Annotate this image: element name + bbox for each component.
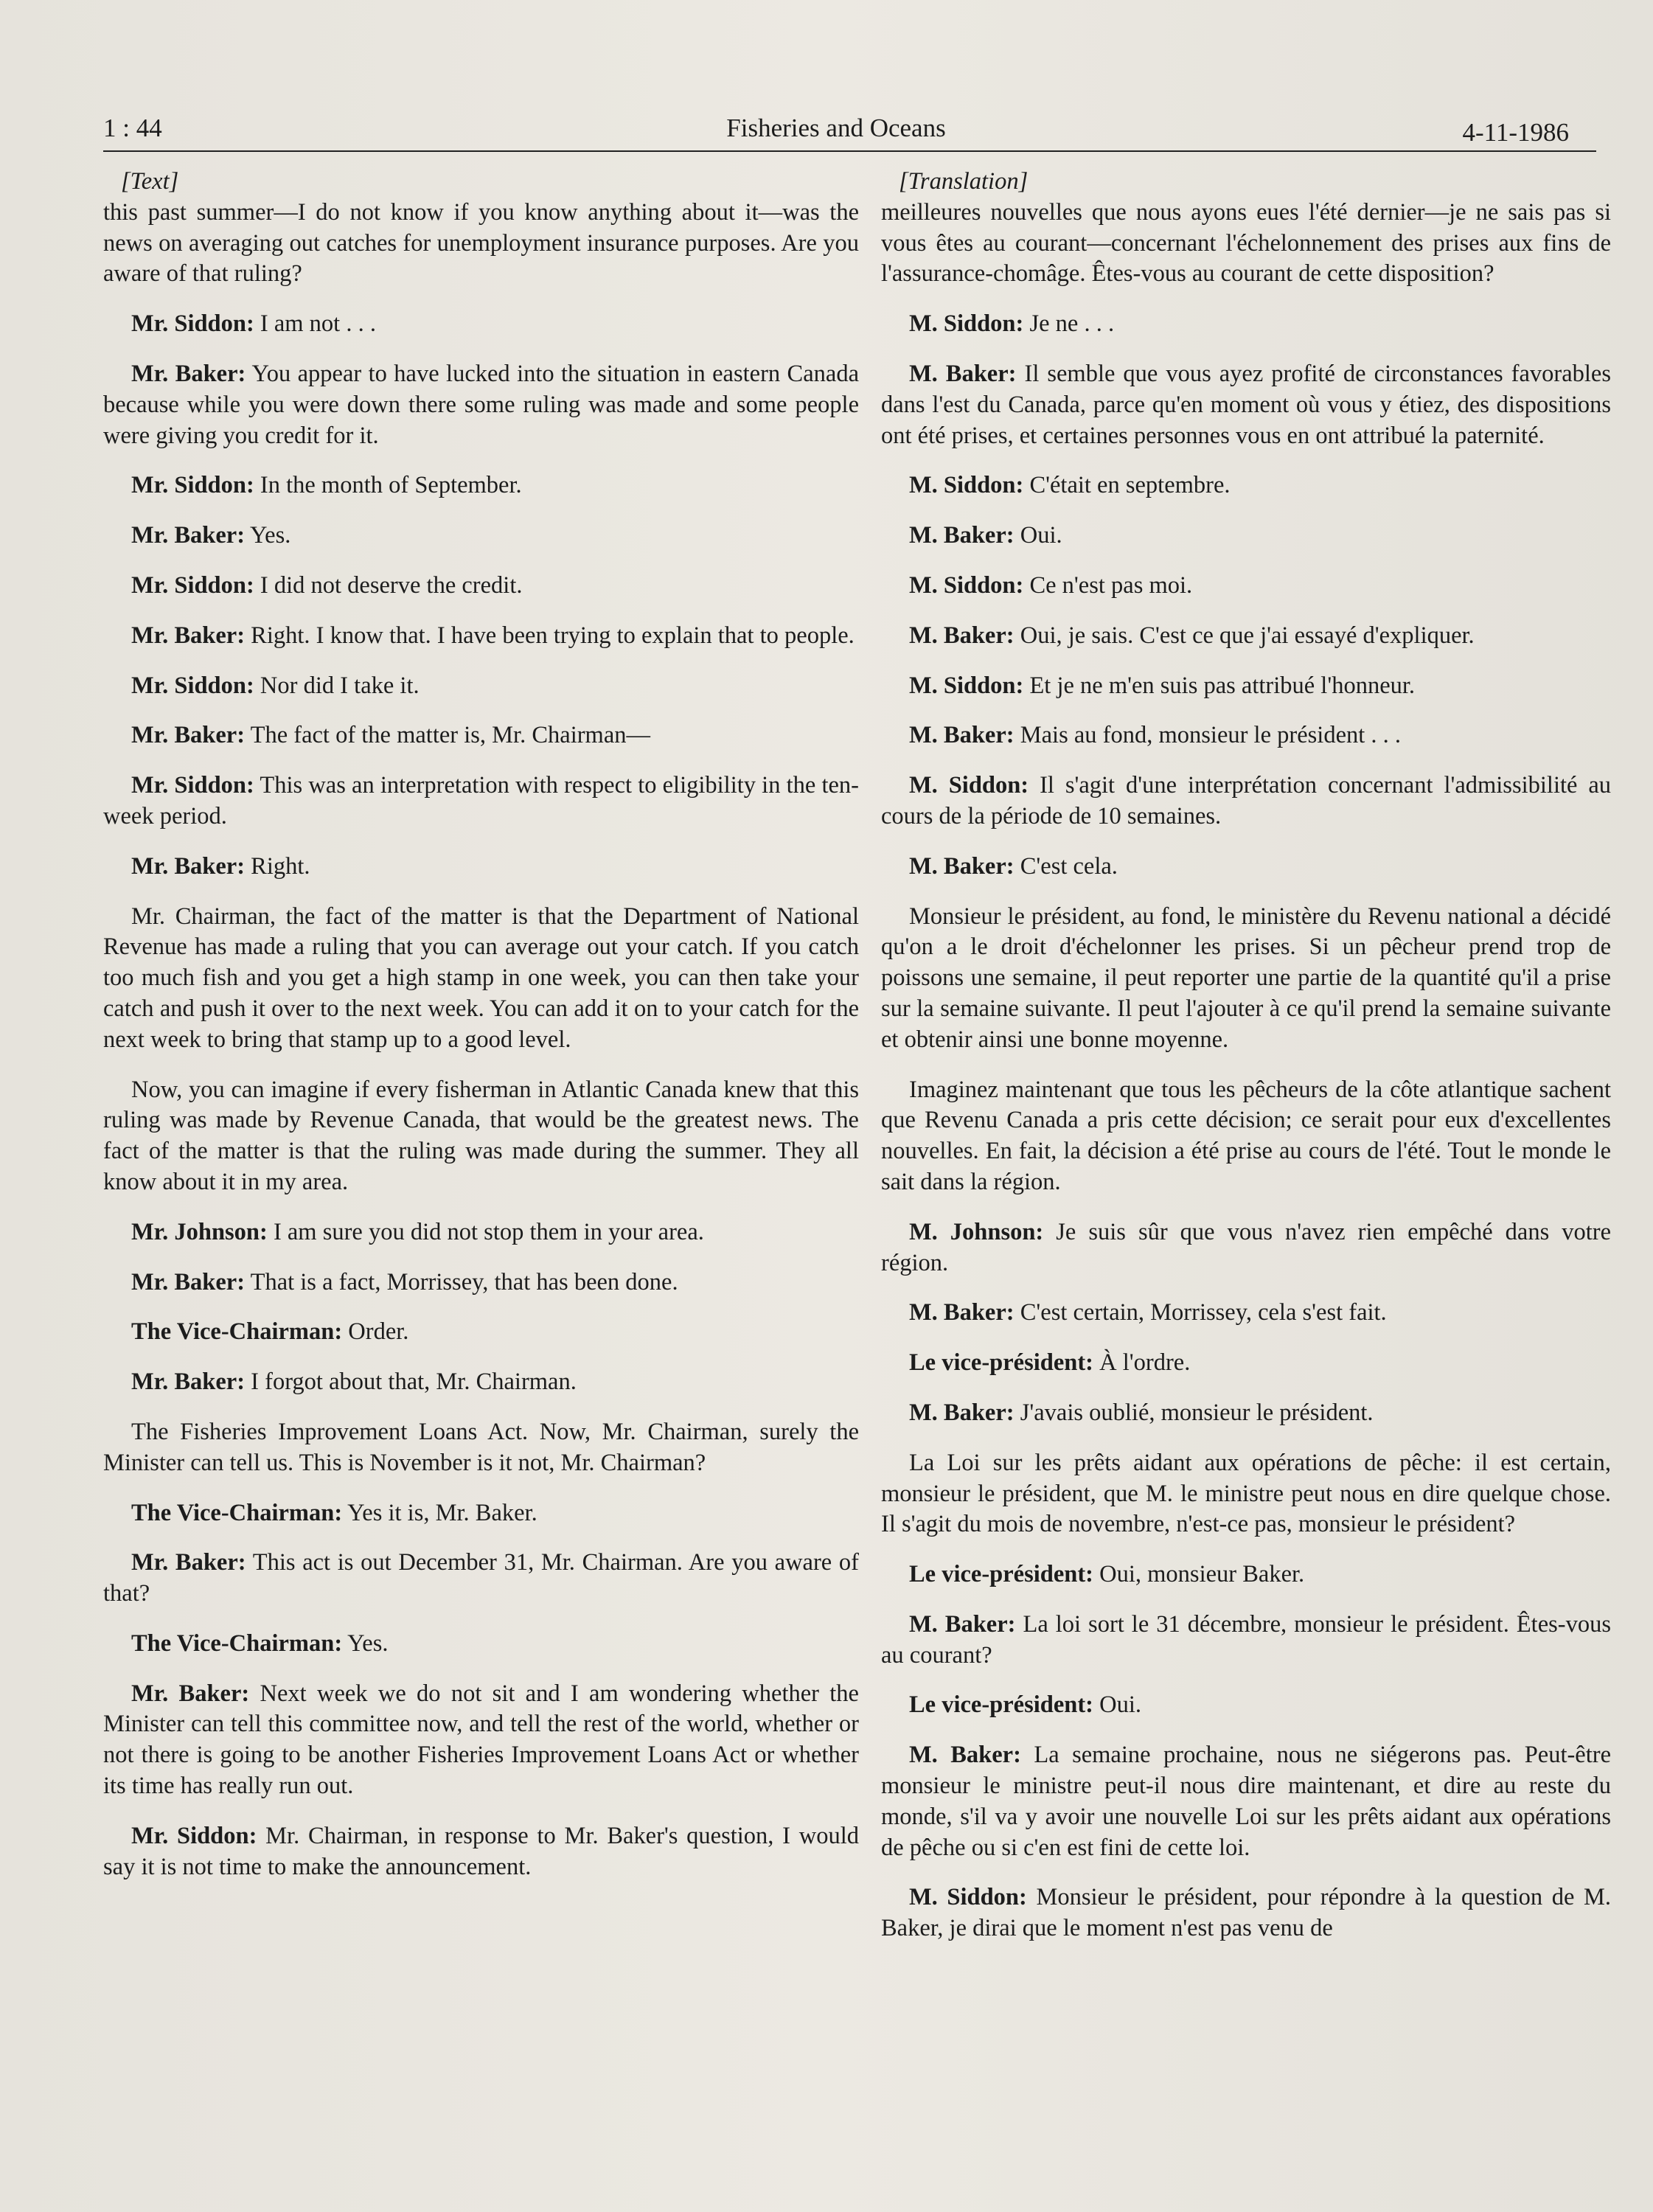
speaker-name: The Vice-Chairman: xyxy=(131,1318,343,1346)
transcript-paragraph xyxy=(103,198,859,290)
speech-text: À l'ordre. xyxy=(1099,1349,1191,1377)
speech-text: That is a fact, Morrissey, that has been done. xyxy=(250,1268,678,1295)
speaker-name: M. Siddon: xyxy=(909,310,1024,338)
speech-text: Right. xyxy=(251,852,310,880)
transcript-paragraph xyxy=(881,671,1611,702)
running-title: Fisheries and Oceans xyxy=(726,114,946,142)
speech-text: Imaginez maintenant que tous les pêcheurs de la côte atlantique sachent que Revenu Canada a pris cette décision; ce serait pour eux d'excellentes nouvelles. En fait, la décision a été prise au cours de l'été. Tout le monde le sait dans la région. xyxy=(881,1076,1611,1195)
column-tag: [Text] xyxy=(121,168,179,195)
page-number: 1 : 44 xyxy=(103,114,162,142)
transcript-paragraph xyxy=(881,470,1611,501)
transcript-paragraph xyxy=(881,771,1611,832)
column-tag: [Translation] xyxy=(899,168,1029,195)
speaker-name: M. Baker: xyxy=(909,522,1015,549)
transcript-paragraph xyxy=(103,1367,859,1398)
speaker-name: Le vice-président: xyxy=(909,1349,1094,1377)
speaker-name: Mr. Baker: xyxy=(131,852,246,880)
english-paragraphs xyxy=(103,198,859,1883)
speech-text: I forgot about that, Mr. Chairman. xyxy=(251,1368,577,1396)
speaker-name: M. Siddon: xyxy=(909,472,1024,499)
speaker-name: M. Siddon: xyxy=(909,1884,1027,1911)
french-column xyxy=(881,167,1611,1964)
transcript-paragraph xyxy=(103,1267,859,1298)
transcript-paragraph xyxy=(881,1559,1611,1590)
speech-text: J'avais oublié, monsieur le président. xyxy=(1020,1399,1374,1426)
transcript-paragraph xyxy=(103,1679,859,1802)
transcript-paragraph xyxy=(103,771,859,832)
speech-text: Right. I know that. I have been trying to explain that to people. xyxy=(251,622,855,649)
speaker-name: Mr. Siddon: xyxy=(131,310,254,338)
speech-text: Oui, monsieur Baker. xyxy=(1099,1561,1305,1588)
transcript-paragraph xyxy=(881,852,1611,883)
speaker-name: Mr. Siddon: xyxy=(131,571,254,599)
page-header xyxy=(103,111,1569,155)
speech-text: I did not deserve the credit. xyxy=(260,571,523,599)
speech-text: this past summer—I do not know if you know anything about it—was the news on averaging out catches for unemployment insurance purposes. Are you aware of that ruling? xyxy=(103,198,859,288)
speaker-name: M. Johnson: xyxy=(909,1218,1044,1245)
speech-text: Il s'agit d'une interprétation concernant l'admissibilité au cours de la période de 10 semaines. xyxy=(881,772,1612,830)
header-rule xyxy=(103,150,1596,152)
speaker-name: Mr. Baker: xyxy=(131,1549,246,1576)
french-paragraphs xyxy=(881,198,1611,1944)
transcript-paragraph xyxy=(881,1610,1611,1672)
speech-text: I am not . . . xyxy=(260,310,376,338)
transcript-paragraph xyxy=(103,852,859,883)
transcript-paragraph xyxy=(881,1398,1611,1429)
speech-text: In the month of September. xyxy=(260,472,522,499)
speech-text: This was an interpretation with respect to eligibility in the ten-week period. xyxy=(103,772,859,830)
speech-text: Mr. Chairman, the fact of the matter is that the Department of National Revenue has made a ruling that you can average out your catch. If you catch too much fish and you get a high stamp in one week, you can then take your catch and push it over to the next week. You can add it on to your catch for the next week to bring that stamp up to a good level. xyxy=(103,902,859,1053)
speaker-name: Le vice-président: xyxy=(909,1691,1094,1719)
transcript-paragraph xyxy=(881,1740,1611,1863)
speaker-name: M. Baker: xyxy=(909,852,1015,880)
speech-text: meilleures nouvelles que nous ayons eues l'été dernier—je ne sais pas si vous êtes au courant—concernant l'échelonnement des prises aux fins de l'assurance-chomâge. Êtes-vous au courant de cette disposition? xyxy=(881,198,1611,288)
transcript-paragraph xyxy=(881,198,1611,290)
transcript-paragraph xyxy=(103,1821,859,1883)
transcript-paragraph xyxy=(881,1690,1611,1721)
transcript-paragraph xyxy=(103,309,859,340)
transcript-paragraph xyxy=(103,671,859,702)
transcript-paragraph xyxy=(103,621,859,652)
transcript-paragraph xyxy=(881,309,1611,340)
speaker-name: M. Siddon: xyxy=(909,672,1024,699)
speaker-name: Mr. Siddon: xyxy=(131,472,254,499)
speech-text: Mr. Chairman, in response to Mr. Baker's question, I would say it is not time to make the announcement. xyxy=(103,1822,859,1880)
speech-text: Next week we do not sit and I am wondering whether the Minister can tell this committee now, and tell the rest of the world, whether or not there is going to be another Fisheries Improvement Loans Act or whether its time has really run out. xyxy=(103,1680,859,1800)
speaker-name: Mr. Baker: xyxy=(131,522,246,549)
speaker-name: Mr. Baker: xyxy=(131,622,246,649)
speech-text: Et je ne m'en suis pas attribué l'honneur. xyxy=(1029,672,1416,699)
transcript-paragraph xyxy=(881,902,1611,1056)
speaker-name: Mr. Baker: xyxy=(131,1268,246,1295)
speaker-name: M. Baker: xyxy=(909,622,1015,649)
speech-text: C'était en septembre. xyxy=(1029,472,1231,499)
speech-text: Mais au fond, monsieur le président . . . xyxy=(1020,722,1402,749)
transcript-paragraph xyxy=(103,902,859,1056)
speaker-name: Mr. Siddon: xyxy=(131,672,254,699)
speech-text: Ce n'est pas moi. xyxy=(1029,571,1193,599)
speech-text: La semaine prochaine, nous ne siégerons pas. Peut-être monsieur le ministre peut-il nous dire maintenant, et dire au reste du monde, s'il va y avoir une nouvelle Loi sur les prêts aidant aux opérations de pêche ou si c'en est fini de cette loi. xyxy=(881,1742,1611,1861)
speaker-name: Mr. Siddon: xyxy=(131,772,254,799)
speech-text: La loi sort le 31 décembre, monsieur le président. Êtes-vous au courant? xyxy=(881,1610,1612,1669)
transcript-paragraph xyxy=(103,720,859,751)
speaker-name: The Vice-Chairman: xyxy=(131,1499,343,1526)
transcript-paragraph xyxy=(881,1075,1611,1198)
speech-text: Oui. xyxy=(1099,1691,1142,1719)
english-column xyxy=(103,167,859,1902)
speaker-name: Mr. Baker: xyxy=(131,1368,246,1396)
speech-text: Yes it is, Mr. Baker. xyxy=(347,1499,537,1526)
speech-text: Yes. xyxy=(347,1630,389,1657)
speaker-name: M. Siddon: xyxy=(909,772,1029,799)
transcript-paragraph xyxy=(881,1448,1611,1540)
speech-text: Nor did I take it. xyxy=(260,672,420,699)
speaker-name: M. Baker: xyxy=(909,1299,1015,1326)
speech-text: The Fisheries Improvement Loans Act. Now, Mr. Chairman, surely the Minister can tell us. This is November is it not, Mr. Chairman? xyxy=(103,1418,859,1476)
speech-text: C'est cela. xyxy=(1020,852,1118,880)
transcript-paragraph xyxy=(103,1629,859,1660)
transcript-paragraph xyxy=(881,1882,1611,1944)
transcript-paragraph xyxy=(881,1348,1611,1379)
transcript-paragraph xyxy=(103,1075,859,1198)
transcript-paragraph xyxy=(103,1498,859,1529)
transcript-paragraph xyxy=(881,720,1611,751)
speaker-name: Mr. Siddon: xyxy=(131,1822,257,1849)
speech-text: Oui, je sais. C'est ce que j'ai essayé d'expliquer. xyxy=(1020,622,1475,649)
speech-text: This act is out December 31, Mr. Chairman. Are you aware of that? xyxy=(103,1549,859,1607)
transcript-paragraph xyxy=(881,571,1611,602)
speech-text: Yes. xyxy=(249,522,291,549)
transcript-paragraph xyxy=(103,521,859,552)
speaker-name: M. Siddon: xyxy=(909,571,1024,599)
transcript-paragraph xyxy=(103,1417,859,1479)
speaker-name: M. Baker: xyxy=(909,722,1015,749)
speech-text: Now, you can imagine if every fisherman in Atlantic Canada knew that this ruling was made by Revenue Canada, that would be the greatest news. The fact of the matter is that the ruling was made during the summer. They all know about it in my area. xyxy=(103,1076,859,1195)
transcript-paragraph xyxy=(881,1298,1611,1329)
speech-text: Oui. xyxy=(1020,522,1062,549)
speech-text: C'est certain, Morrissey, cela s'est fait. xyxy=(1020,1299,1387,1326)
speech-text: The fact of the matter is, Mr. Chairman— xyxy=(250,722,651,749)
speech-text: You appear to have lucked into the situation in eastern Canada because while you were down there some ruling was made and some people were giving you credit for it. xyxy=(103,360,859,449)
speaker-name: Mr. Baker: xyxy=(131,722,246,749)
transcript-paragraph xyxy=(103,1548,859,1610)
transcript-paragraph xyxy=(881,521,1611,552)
header-date: 4-11-1986 xyxy=(1462,118,1569,147)
transcript-paragraph xyxy=(881,359,1611,451)
speaker-name: The Vice-Chairman: xyxy=(131,1630,343,1657)
speaker-name: Mr. Baker: xyxy=(131,1680,250,1707)
speaker-name: Le vice-président: xyxy=(909,1561,1094,1588)
speech-text: Il semble que vous ayez profité de circonstances favorables dans l'est du Canada, parce qu'en moment où vous y étiez, des dispositions ont été prises, et certaines personnes vous en ont attribué la paternité. xyxy=(881,360,1611,449)
transcript-paragraph xyxy=(103,359,859,451)
speech-text: Monsieur le président, pour répondre à la question de M. Baker, je dirai que le moment n'est pas venu de xyxy=(881,1884,1612,1942)
speaker-name: M. Baker: xyxy=(909,1742,1021,1769)
speech-text: Je ne . . . xyxy=(1029,310,1115,338)
transcript-paragraph xyxy=(881,1217,1611,1279)
transcript-paragraph xyxy=(103,1217,859,1248)
speech-text: La Loi sur les prêts aidant aux opérations de pêche: il est certain, monsieur le président, que M. le ministre peut nous en dire quelque chose. Il s'agit du mois de novembre, n'est-ce pas, monsieur le président? xyxy=(881,1449,1611,1538)
transcript-paragraph xyxy=(103,470,859,501)
speech-text: Monsieur le président, au fond, le ministère du Revenu national a décidé qu'on a le droit d'échelonner les prises. Si un pêcheur prend trop de poissons une semaine, il peut reporter une partie de la quantité qu'il a prise sur la semaine suivante. Il peut l'ajouter à ce qu'il prend la semaine suivante et obtenir ainsi une bonne moyenne. xyxy=(881,902,1611,1053)
speaker-name: Mr. Baker: xyxy=(131,360,246,387)
speech-text: Order. xyxy=(348,1318,409,1346)
transcript-paragraph xyxy=(881,621,1611,652)
transcript-paragraph xyxy=(103,571,859,602)
speaker-name: M. Baker: xyxy=(909,1399,1015,1426)
speech-text: I am sure you did not stop them in your area. xyxy=(273,1218,704,1245)
speech-text: Je suis sûr que vous n'avez rien empêché dans votre région. xyxy=(881,1218,1612,1276)
speaker-name: M. Baker: xyxy=(909,1610,1016,1638)
speaker-name: M. Baker: xyxy=(909,360,1017,387)
transcript-paragraph xyxy=(103,1317,859,1348)
speaker-name: Mr. Johnson: xyxy=(131,1218,268,1245)
